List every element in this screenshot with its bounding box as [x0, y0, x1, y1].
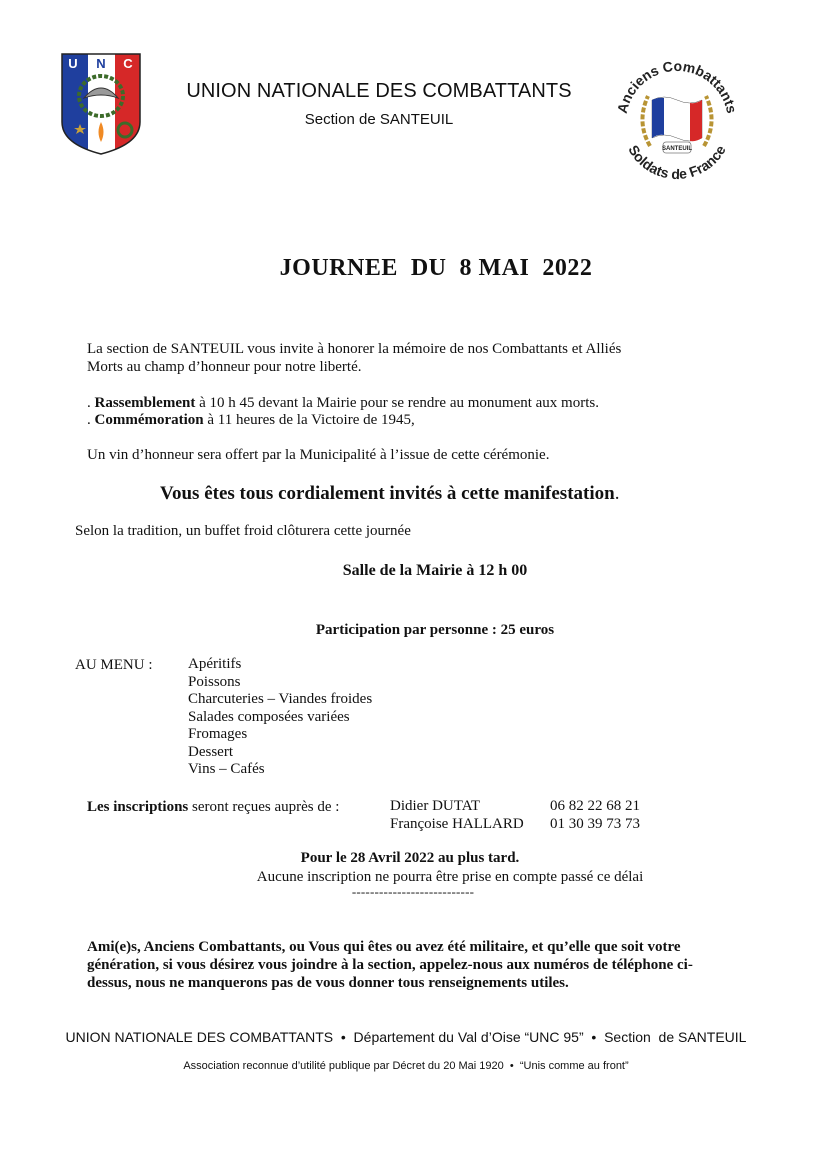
menu-item: Poissons: [188, 673, 241, 690]
intro-line: Morts au champ d’honneur pour notre liberté.: [87, 359, 362, 375]
closing-paragraph: [87, 938, 767, 992]
commemoration-text: à 11 heures de la Victoire de 1945,: [203, 412, 415, 428]
menu-item: Fromages: [188, 726, 248, 742]
menu-item: Salades composées variées: [188, 708, 350, 725]
contacts-list: [390, 798, 640, 833]
intro-paragraph: [87, 340, 707, 376]
tradition-line: Selon la tradition, un buffet froid clôturera cette journée: [75, 523, 411, 539]
invitation-text: Vous êtes tous cordialement invités à cette manifestation: [160, 483, 615, 504]
intro-line: La section de SANTEUIL vous invite à honorer la mémoire de nos Combattants et Alliés: [87, 341, 622, 357]
unc-letter-n: N: [96, 56, 106, 71]
menu-label: AU MENU :: [75, 657, 153, 673]
rassemblement-text: à 10 h 45 devant la Mairie pour se rendre au monument aux morts.: [195, 395, 599, 411]
unc-letter-u: U: [68, 56, 78, 71]
unc-crest-logo: [60, 52, 142, 156]
closing-line: génération, si vous désirez vous joindre à la section, appelez-nous aux numéros de téléphone ci-: [87, 957, 693, 973]
deadline-line: Pour le 28 Avril 2022 au plus tard.: [300, 850, 520, 866]
rassemblement-label: Rassemblement: [94, 395, 196, 411]
bullet: .: [87, 395, 95, 411]
inscriptions-label: Les inscriptions: [87, 799, 189, 815]
contact-name: Didier DUTAT: [390, 798, 481, 814]
salle-heading: Salle de la Mairie à 12 h 00: [342, 562, 528, 579]
menu-item: Vins – Cafés: [188, 761, 265, 777]
contact-phone: 06 82 22 68 21: [550, 798, 640, 814]
invitation-period: .: [614, 483, 620, 504]
inscriptions-line: [87, 798, 339, 816]
unc-letter-c: C: [123, 56, 133, 71]
deadline-note: Aucune inscription ne pourra être prise en compte passé ce délai: [256, 869, 644, 885]
header-section-name: Section de SANTEUIL: [304, 111, 454, 128]
commemoration-label: Commémoration: [94, 412, 204, 428]
bullet: .: [87, 412, 95, 428]
contact-phone: 01 30 39 73 73: [550, 815, 640, 832]
header-org-name: UNION NATIONALE DES COMBATTANTS: [186, 80, 572, 102]
contact-row: [390, 798, 640, 816]
footer-org-line: UNION NATIONALE DES COMBATTANTS • Département du Val d’Oise “UNC 95” • Section de SANTEUIL: [65, 1029, 747, 1045]
footer-association-line: Association reconnue d’utilité publique par Décret du 20 Mai 1920 • “Unis comme au front”: [183, 1060, 629, 1072]
closing-line: Ami(e)s, Anciens Combattants, ou Vous qui êtes ou avez été militaire, et qu’elle que soit votre: [87, 939, 681, 955]
menu-item: Dessert: [188, 743, 233, 760]
separator-line: ---------------------------: [351, 884, 475, 899]
commemoration-line: [87, 411, 727, 429]
seal-center-text: SANTEUIL: [662, 146, 692, 152]
seal-ring-bottom-text: Soldats de France: [625, 142, 729, 183]
vin-honneur-line: Un vin d’honneur sera offert par la Municipalité à l’issue de cette cérémonie.: [87, 447, 550, 463]
contact-name: Françoise HALLARD: [390, 815, 524, 832]
rassemblement-line: [87, 394, 727, 412]
contact-row: [390, 816, 640, 834]
seal-ring-top-text: Anciens Combattants: [613, 57, 741, 115]
invitation-heading: [160, 483, 780, 505]
closing-line: dessus, nous ne manquerons pas de vous donner tous renseignements utiles.: [87, 975, 569, 991]
page-title: JOURNEE DU 8 MAI 2022: [279, 255, 593, 281]
anciens-combattants-seal-logo: [612, 50, 742, 192]
menu-item: Charcuteries – Viandes froides: [188, 691, 373, 707]
menu-item: Apéritifs: [188, 656, 242, 672]
participation-line: Participation par personne : 25 euros: [315, 622, 555, 638]
inscriptions-text: seront reçues auprès de :: [188, 799, 340, 815]
menu-list: [188, 656, 372, 779]
